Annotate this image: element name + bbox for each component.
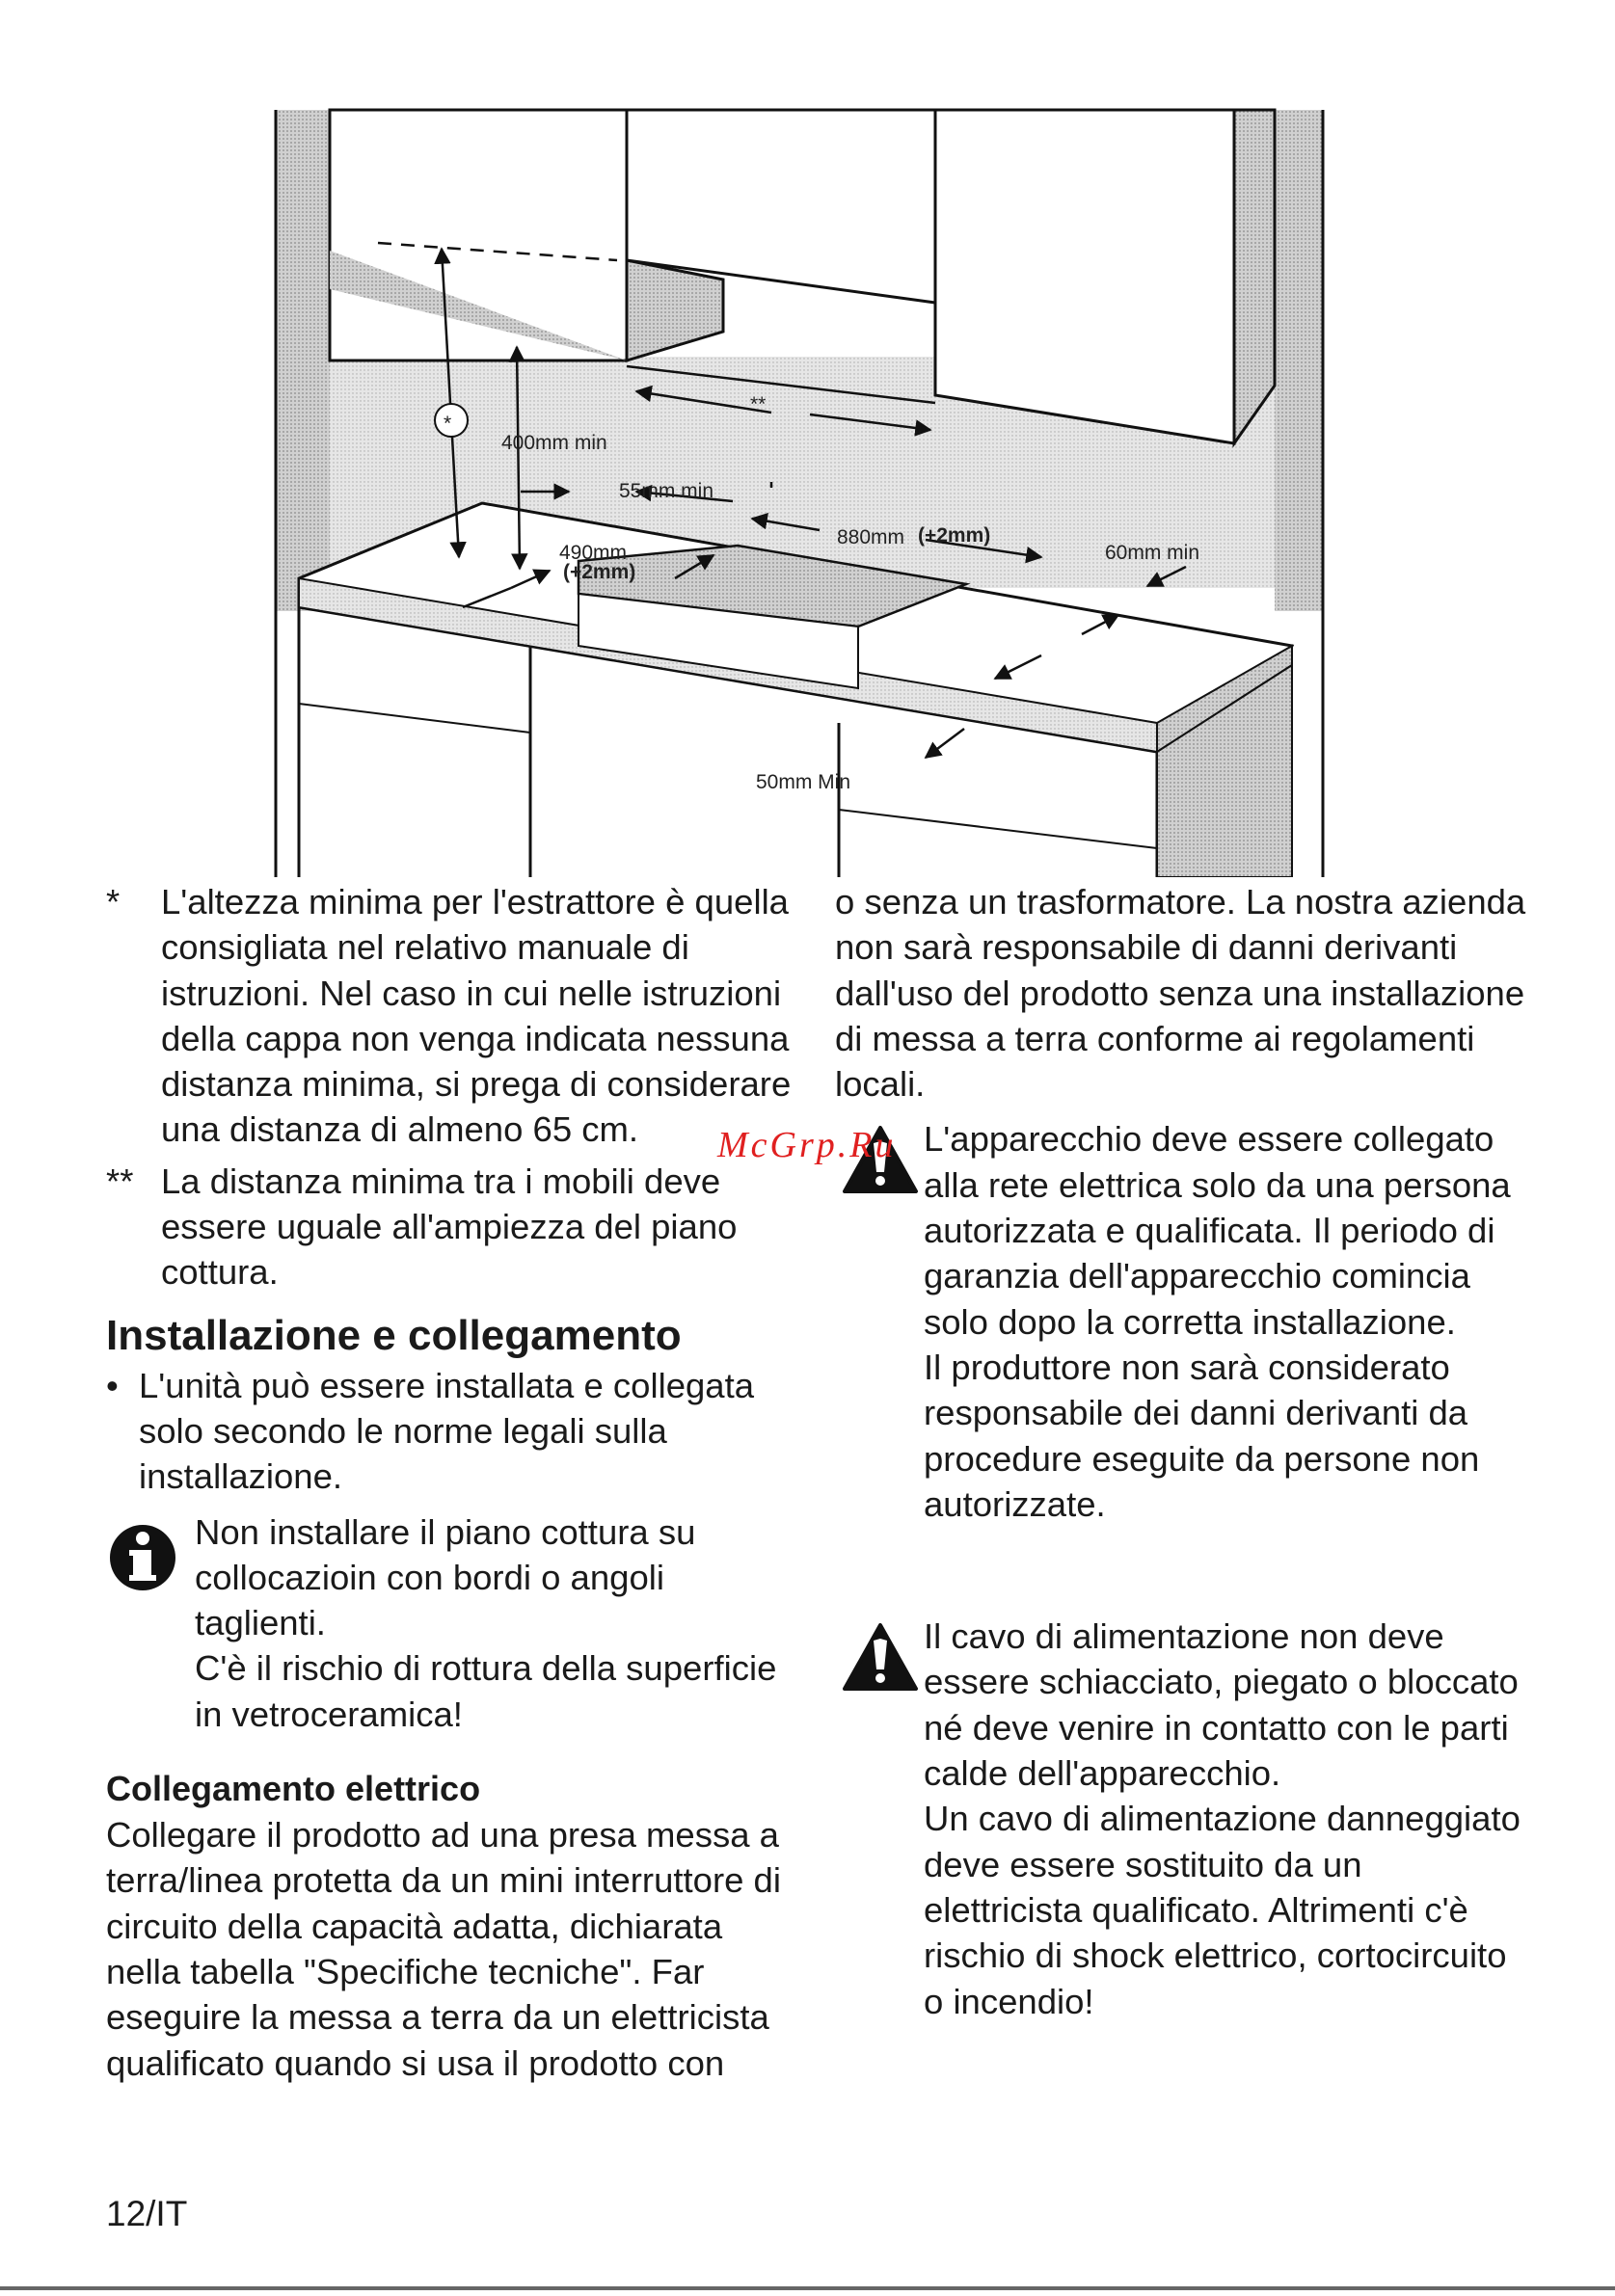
subsection-heading: Collegamento elettrico: [106, 1769, 481, 1809]
info-icon: [106, 1521, 179, 1605]
footnote-double-asterisk: [106, 1159, 800, 1295]
label-asterisk: *: [444, 413, 452, 435]
body-paragraph: Collegare il prodotto ad una presa messa a terra/linea protetta da un mini interruttore di circuito della capacità adatta, dichiarata nella tabella "Specifiche tecniche". Far eseguire la messa a terra da un elettricista qualificato quando si usa il prodotto con: [106, 1815, 781, 2083]
footnote-text: La distanza minima tra i mobili deve essere uguale all'ampiezza del piano cottura.: [161, 1161, 738, 1293]
warning-icon: [841, 1621, 920, 1703]
bullet-item: [106, 1363, 800, 1500]
bullet-text: L'unità può essere installata e collegata solo secondo le norme legali sulla installazione.: [139, 1365, 755, 1497]
warning-callout-1: [835, 1116, 1529, 1527]
footnote-mark: **: [106, 1161, 134, 1201]
footnote-mark: *: [106, 882, 121, 921]
warning-callout-2: [835, 1614, 1529, 2024]
page-number: 12/IT: [106, 2194, 188, 2233]
right-column: [835, 879, 1529, 2024]
label-880mm-tol: (+2mm): [918, 524, 991, 547]
label-double-asterisk: **: [750, 393, 767, 415]
watermark: McGrp.Ru: [717, 1125, 897, 1165]
warning-text-2b: Un cavo di alimentazione danneggiato deve essere sostituito da un elettricista qualificato. Altrimenti c'è rischio di shock elettrico, cortocircuito o incendio!: [924, 1799, 1521, 2021]
warning-text-1b: Il produttore non sarà considerato responsabile dei danni derivanti da procedure eseguite da persone non autorizzate.: [924, 1347, 1480, 1524]
info-callout: [106, 1509, 800, 1737]
section-heading: Installazione e collegamento: [106, 1311, 682, 1359]
left-column: [106, 879, 800, 2086]
info-text-1: Non installare il piano cottura su collocazioin con bordi o angoli taglienti.: [195, 1511, 696, 1643]
label-490mm: 490mm: [559, 542, 628, 564]
footnote-text: L'altezza minima per l'estrattore è quella consigliata nel relativo manuale di istruzioni. Nel caso in cui nelle istruzioni della cappa non venga indicata nessuna distanza minima, si prega di considerare una distanza di almeno 65 cm.: [161, 882, 792, 1150]
body-paragraph-continued: o senza un trasformatore. La nostra azienda non sarà responsabile di danni derivanti dall'uso del prodotto senza una installazione di messa a terra conforme ai regolamenti locali.: [835, 882, 1526, 1105]
footnote-single-asterisk: [106, 879, 800, 1153]
label-50mm: 50mm Min: [756, 771, 851, 793]
bullet-dot-icon: •: [106, 1365, 119, 1405]
label-55mm: 55mm min: [619, 480, 714, 502]
footer-divider: [0, 2286, 1615, 2290]
warning-text-1a: L'apparecchio deve essere collegato alla rete elettrica solo da una persona autorizzata e qualificata. Il periodo di garanzia dell'apparecchio comincia solo dopo la corretta installazione.: [924, 1119, 1511, 1342]
warning-text-2a: Il cavo di alimentazione non deve essere schiacciato, piegato o bloccato né deve venire in contatto con le parti calde dell'apparecchio.: [924, 1616, 1519, 1794]
info-text-2: C'è il rischio di rottura della superficie in vetroceramica!: [195, 1648, 777, 1734]
label-60mm: 60mm min: [1105, 542, 1200, 564]
installation-diagram: [270, 106, 1340, 877]
label-490mm-tol: (+2mm): [563, 561, 636, 583]
label-400mm: 400mm min: [501, 432, 607, 454]
label-880mm: 880mm: [837, 526, 905, 548]
